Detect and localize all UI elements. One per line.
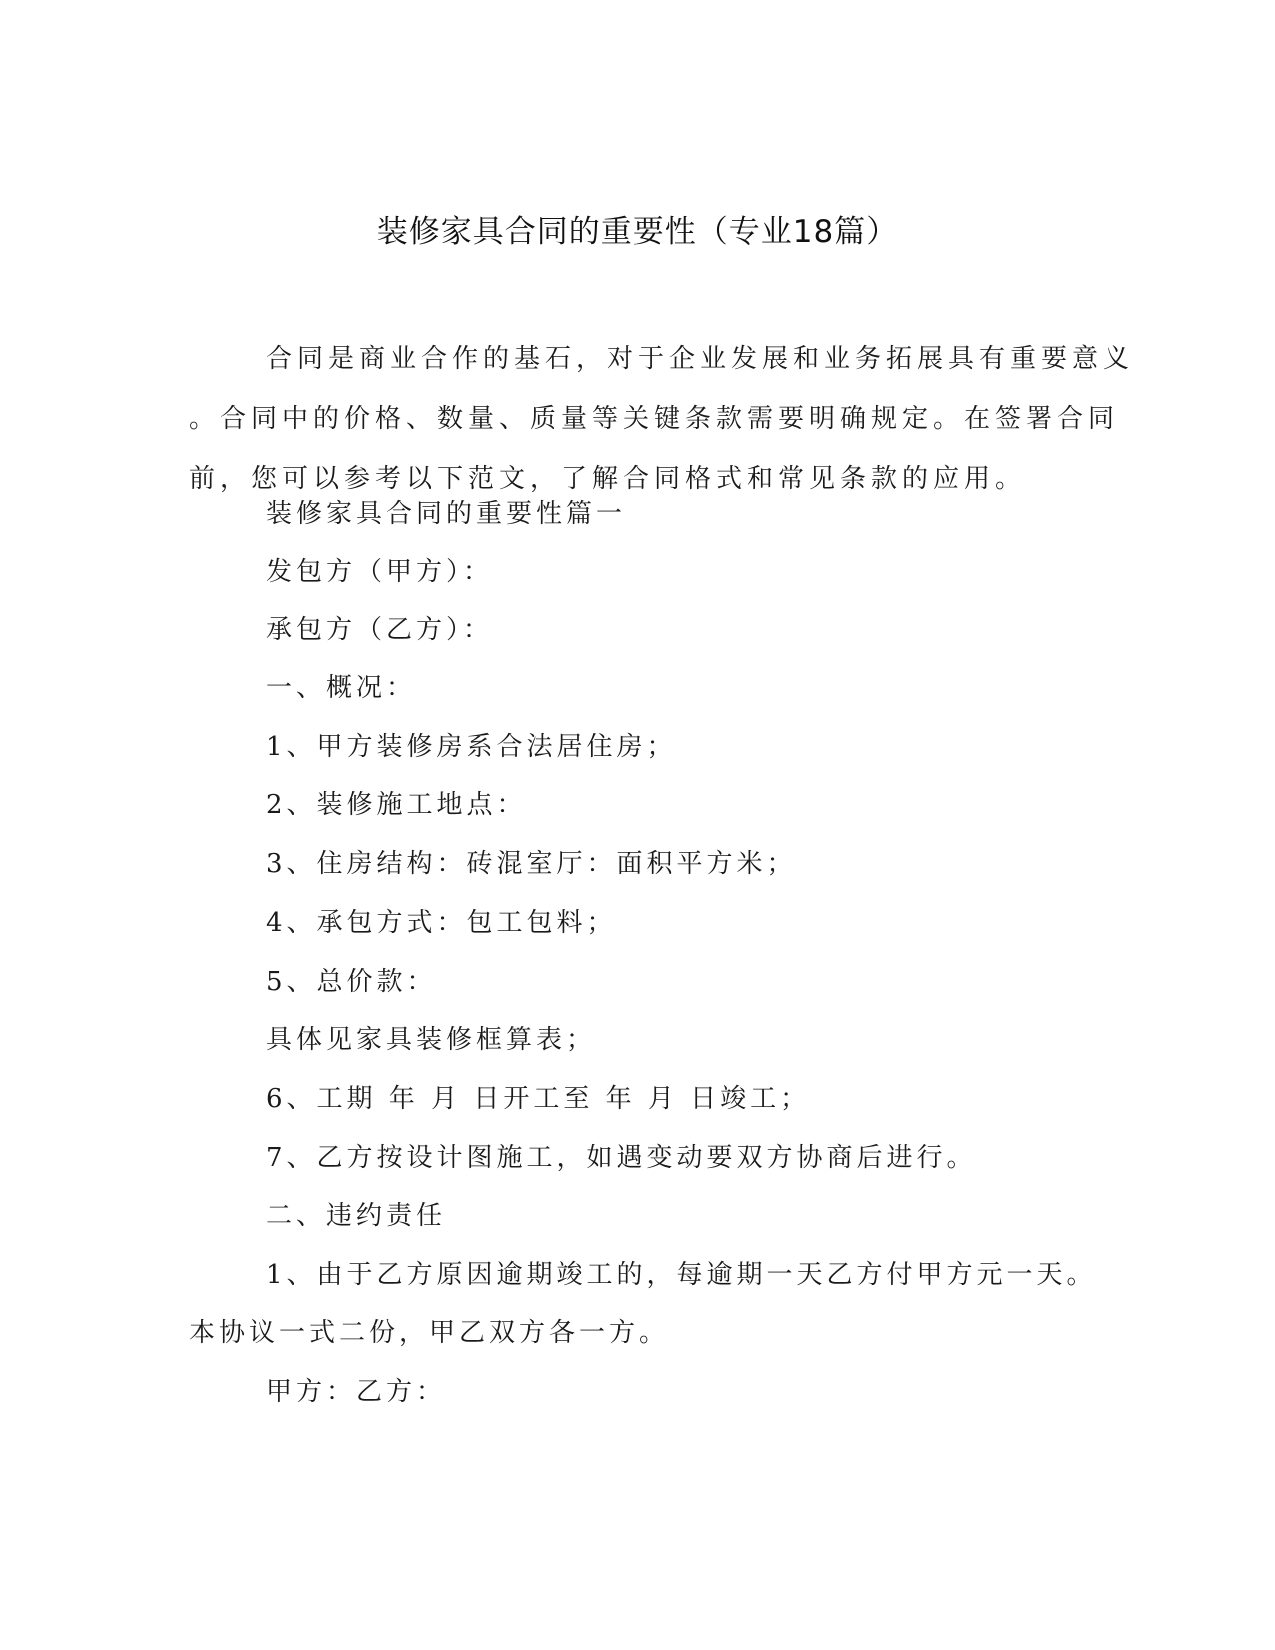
party-a-line: 发包方（甲方）： [266, 557, 494, 587]
breach-clause-continued: 本协议一式二份，甲乙双方各一方。 [189, 1318, 670, 1348]
clause-item: 7、乙方按设计图施工，如遇变动要双方协商后进行。 [266, 1143, 977, 1173]
intro-paragraph [189, 329, 1135, 509]
clause-item: 2、装修施工地点： [266, 790, 527, 820]
intro-line: 合同是商业合作的基石，对于企业发展和业务拓展具有重要意义 [266, 344, 1135, 374]
document-title: 装修家具合同的重要性（专业18篇） [376, 214, 899, 250]
clause-item: 1、甲方装修房系合法居住房； [266, 732, 677, 762]
clause-item: 5、总价款： [266, 967, 437, 997]
clause-item: 4、承包方式：包工包料； [266, 908, 617, 938]
breach-clause: 1、由于乙方原因逾期竣工的，每逾期一天乙方付甲方元一天。 [266, 1260, 1097, 1290]
party-b-line: 承包方（乙方）： [266, 615, 494, 645]
clause-item-detail: 具体见家具装修框算表； [266, 1025, 597, 1055]
clause-item: 6、工期 年 月 日开工至 年 月 日竣工； [266, 1084, 811, 1114]
intro-line: 前，您可以参考以下范文，了解合同格式和常见条款的应用。 [189, 464, 1027, 494]
part1-heading: 一、概况： [266, 673, 417, 703]
intro-line: 。合同中的价格、数量、质量等关键条款需要明确规定。在签署合同 [189, 404, 1120, 434]
signature-line: 甲方：乙方： [266, 1377, 447, 1407]
clause-item: 3、住房结构：砖混室厅：面积平方米； [266, 849, 797, 879]
part2-heading: 二、违约责任 [266, 1201, 447, 1231]
section-heading: 装修家具合同的重要性篇一 [266, 499, 627, 529]
